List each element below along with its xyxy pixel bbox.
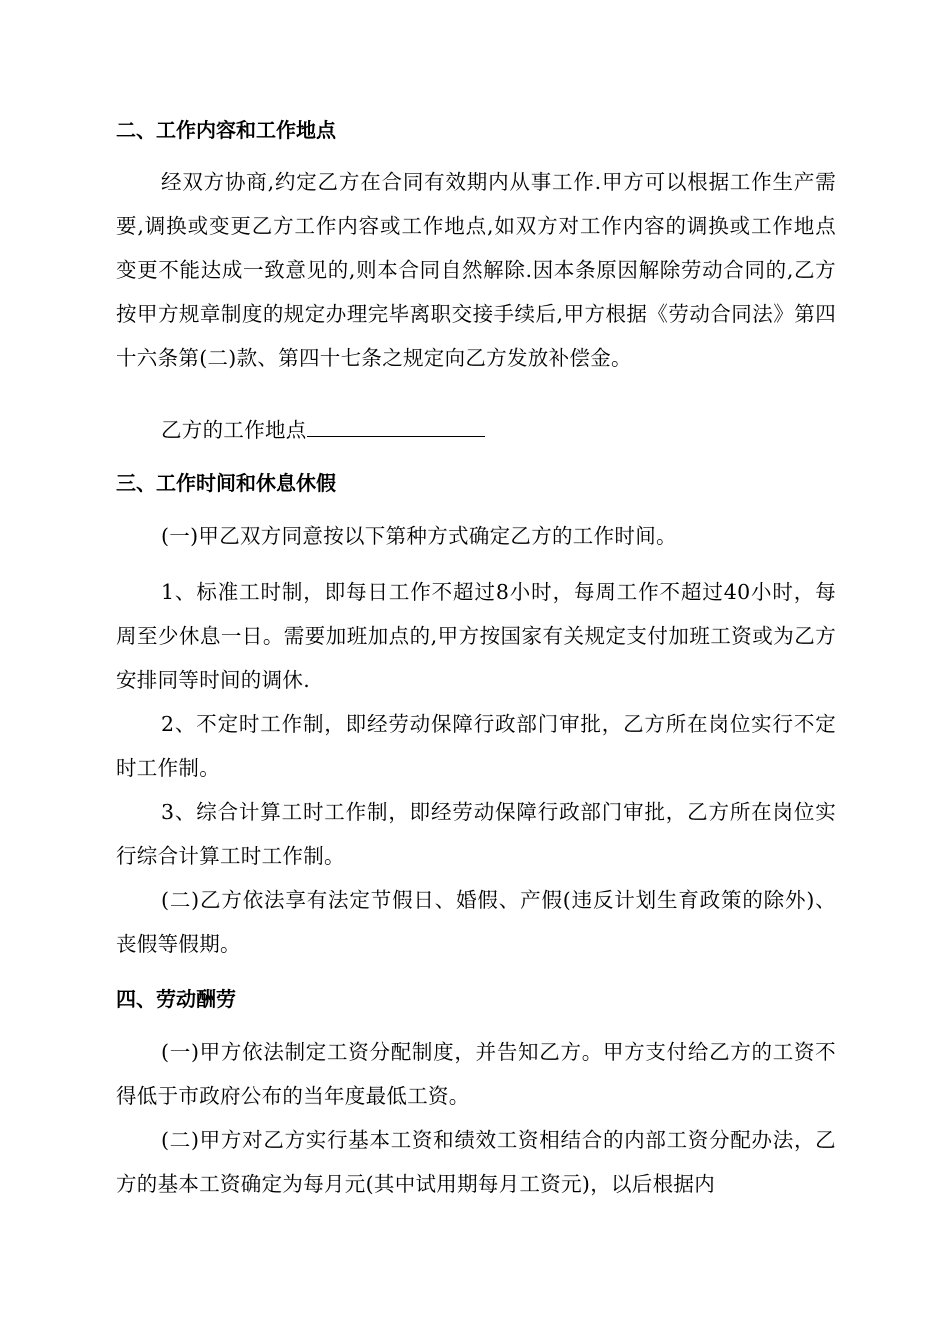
section-4-paragraph-1: (一)甲方依法制定工资分配制度，并告知乙方。甲方支付给乙方的工资不得低于市政府公布的当年度最低工资。 (116, 1040, 836, 1108)
section-2-paragraph-1: 经双方协商,约定乙方在合同有效期内从事工作.甲方可以根据工作生产需要,调换或变更乙方工作内容或工作地点,如双方对工作内容的调换或工作地点变更不能达成一致意见的,则本合同自然解除.因本条原因解除劳动合同的,乙方按甲方规章制度的规定办理完毕离职交接手续后,甲方根据《劳动合同法》第四十六条第(二)款、第四十七条之规定向乙方发放补偿金。 (116, 170, 836, 370)
section-4-heading: 四、劳动酬劳 (116, 987, 236, 1011)
section-4-paragraph-2: (二)甲方对乙方实行基本工资和绩效工资相结合的内部工资分配办法，乙方的基本工资确定为每月元(其中试用期每月工资元)，以后根据内 (116, 1128, 836, 1196)
section-3-paragraph-2: 1、标准工时制，即每日工作不超过8小时，每周工作不超过40小时，每周至少休息一日。需要加班加点的,甲方按国家有关规定支付加班工资或为乙方安排同等时间的调休. (116, 580, 836, 692)
work-location-label: 乙方的工作地点 (161, 418, 307, 442)
section-2-work-location (116, 408, 836, 452)
section-3-heading: 三、工作时间和休息休假 (116, 471, 336, 495)
section-3-paragraph-3: 2、不定时工作制，即经劳动保障行政部门审批，乙方所在岗位实行不定时工作制。 (116, 712, 836, 780)
section-3-paragraph-5: (二)乙方依法享有法定节假日、婚假、产假(违反计划生育政策的除外)、丧假等假期。 (116, 888, 836, 956)
section-2-heading: 二、工作内容和工作地点 (116, 118, 336, 142)
section-3-paragraph-4: 3、综合计算工时工作制，即经劳动保障行政部门审批，乙方所在岗位实行综合计算工时工作制。 (116, 800, 836, 868)
section-3-paragraph-1: (一)甲乙双方同意按以下第种方式确定乙方的工作时间。 (161, 524, 677, 548)
work-location-blank[interactable] (307, 414, 485, 437)
